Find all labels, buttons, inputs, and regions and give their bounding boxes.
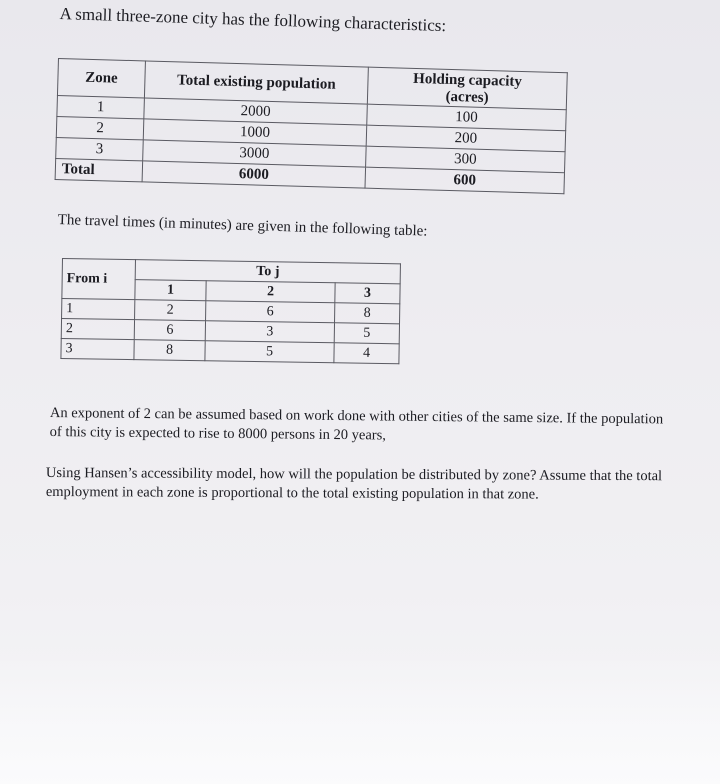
holding-cell: 100: [367, 104, 567, 131]
travel-times-table-wrapper: [60, 258, 401, 364]
header-population: Total existing population: [144, 61, 368, 104]
question-paragraph: Using Hansen’s accessibility model, how will the population be distributed by zone? Assume that the total employment in each zone is proportional to the total existing population in that zone.: [45, 465, 663, 503]
from-cell: 3: [61, 338, 134, 359]
characteristics-table: [55, 58, 568, 194]
population-cell: 3000: [143, 140, 366, 167]
time-cell: 6: [134, 320, 205, 341]
characteristics-table-wrapper: [55, 58, 568, 194]
holding-cell: 200: [366, 125, 566, 152]
total-population: 6000: [142, 161, 365, 188]
population-cell: 1000: [143, 119, 366, 146]
to-col-1: 1: [135, 280, 206, 301]
to-col-3: 3: [335, 283, 400, 304]
zone-cell: 3: [56, 137, 144, 160]
time-cell: 2: [135, 300, 206, 321]
table-row: [61, 338, 399, 363]
time-cell: 4: [334, 343, 399, 364]
header-holding-line1: Holding capacity: [412, 70, 523, 90]
zone-cell: 2: [56, 116, 144, 139]
header-holding-capacity: [367, 67, 567, 110]
time-cell: 8: [335, 303, 400, 324]
time-cell: 5: [205, 341, 334, 363]
population-cell: 2000: [144, 98, 367, 125]
exponent-paragraph: An exponent of 2 can be assumed based on work done with other cities of the same size. If the population of this city is expected to rise to 8000 persons in 20 years,: [49, 404, 664, 444]
time-cell: 6: [206, 301, 335, 323]
header-zone: Zone: [57, 59, 145, 98]
table-header-row: [62, 259, 400, 284]
to-col-2: 2: [206, 281, 335, 303]
to-label: To j: [135, 260, 400, 284]
intro-text: A small three-zone city has the following characteristics:: [59, 4, 447, 36]
page-lighting-gradient: [0, 654, 720, 784]
travel-times-table: [60, 258, 401, 364]
time-cell: 8: [134, 340, 205, 361]
total-holding: 600: [365, 167, 565, 194]
zone-cell: 1: [57, 95, 145, 118]
from-cell: 2: [61, 319, 134, 340]
total-label: Total: [55, 158, 143, 181]
time-cell: 5: [334, 323, 399, 344]
time-cell: 3: [205, 321, 334, 343]
travel-times-intro: The travel times (in minutes) are given in the following table:: [57, 212, 428, 240]
header-holding-line2: (acres): [445, 88, 489, 107]
from-label: From i: [62, 259, 136, 300]
holding-cell: 300: [366, 146, 566, 173]
from-cell: 1: [62, 299, 135, 320]
